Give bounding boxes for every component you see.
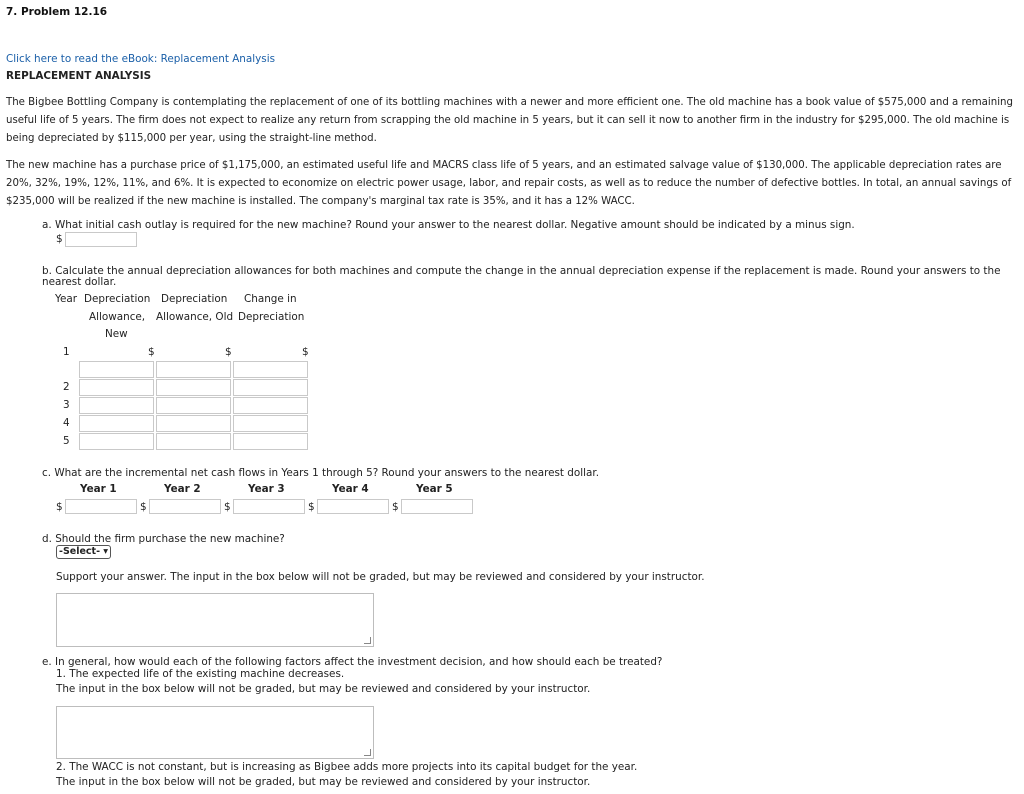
dep-new-year-2-input[interactable] [79, 379, 154, 396]
dep-new-year-3-input[interactable] [79, 397, 154, 414]
cashflow-year-1-input[interactable] [65, 499, 137, 514]
currency-sign: $ [148, 346, 155, 358]
currency-sign: $ [56, 501, 63, 513]
intro-paragraph-2: The new machine has a purchase price of $1,175,000, an estimated useful life and MACRS class life of 5 years, and an estimated salvage value of $130,000. The applicable depreciation rates are 20%, 32%, 19%, 12%, 11%, and 6%. It is expected to economize on electric power usage, labor, and repair costs, as well as to reduce the number of defective bottles. In total, an annual savings of $235,000 will be realized if the new machine is installed. The company's marginal tax rate is 35%, and it has a 12% WACC. [6, 160, 1012, 207]
dep-change-year-5-input[interactable] [233, 433, 308, 450]
ebook-link[interactable]: Click here to read the eBook: Replacement Analysis [6, 53, 276, 65]
cashflow-header-year-2: Year 2 [164, 483, 201, 495]
question-c-prompt: c. What are the incremental net cash flows in Years 1 through 5? Round your answers to the nearest dollar. [42, 467, 600, 479]
col-header-year: Year [55, 293, 77, 305]
question-a-prompt: a. What initial cash outlay is required for the new machine? Round your answer to the nearest dollar. Negative amount should be indicated by a minus sign. [42, 219, 855, 231]
dep-new-year-4-input[interactable] [79, 415, 154, 432]
dep-new-year-5-input[interactable] [79, 433, 154, 450]
cashflow-header-year-5: Year 5 [416, 483, 453, 495]
year-label: 3 [63, 399, 70, 411]
currency-sign: $ [302, 346, 309, 358]
currency-sign: $ [225, 346, 232, 358]
cashflow-header-year-4: Year 4 [332, 483, 369, 495]
dep-change-year-4-input[interactable] [233, 415, 308, 432]
currency-sign: $ [308, 501, 315, 513]
year-label: 5 [63, 435, 70, 447]
dep-old-year-3-input[interactable] [156, 397, 231, 414]
question-e-prompt: e. In general, how would each of the following factors affect the investment decision, and how should each be treated? [42, 656, 663, 668]
year-label: 4 [63, 417, 70, 429]
chevron-down-icon: ▾ [103, 546, 108, 557]
currency-sign: $ [392, 501, 399, 513]
question-e-item-2: 2. The WACC is not constant, but is increasing as Bigbee adds more projects into its capital budget for the year. [56, 761, 638, 773]
col-header-change-2: Depreciation [238, 311, 305, 323]
intro-paragraph-1: The Bigbee Bottling Company is contemplating the replacement of one of its bottling machines with a newer and more efficient one. The old machine has a book value of $575,000 and a remaining useful life of 5 years. The firm does not expect to realize any return from scrapping the old machine in 5 years, but it can sell it now to another firm in the industry for $295,000. The old machine is being depreciated by $115,000 per year, using the straight-line method. [6, 97, 1013, 144]
dep-new-year-1-input[interactable] [79, 361, 154, 378]
select-value: -Select- [59, 546, 101, 557]
question-e-item-1: 1. The expected life of the existing machine decreases. [56, 668, 345, 680]
currency-sign: $ [140, 501, 147, 513]
cashflow-year-5-input[interactable] [401, 499, 473, 514]
resize-grip-icon[interactable] [364, 749, 371, 756]
dep-old-year-2-input[interactable] [156, 379, 231, 396]
section-heading: REPLACEMENT ANALYSIS [6, 70, 152, 82]
initial-outlay-input[interactable] [65, 232, 137, 247]
year-label: 2 [63, 381, 70, 393]
resize-grip-icon[interactable] [364, 637, 371, 644]
question-b-prompt: b. Calculate the annual depreciation allowances for both machines and compute the change in the annual depreciation expense if the replacement is made. Round your answers to the nearest dollar. [42, 265, 1001, 288]
question-d-prompt: d. Should the firm purchase the new machine? [42, 533, 285, 545]
dep-change-year-1-input[interactable] [233, 361, 308, 378]
col-header-old-2: Allowance, Old [156, 311, 234, 323]
cashflow-header-year-1: Year 1 [80, 483, 117, 495]
col-header-change-1: Change in [244, 293, 297, 305]
problem-title: 7. Problem 12.16 [6, 6, 108, 18]
support-answer-textarea[interactable] [56, 593, 374, 647]
cashflow-year-4-input[interactable] [317, 499, 389, 514]
dep-old-year-5-input[interactable] [156, 433, 231, 450]
col-header-old-1: Depreciation [161, 293, 228, 305]
support-instruction: Support your answer. The input in the box below will not be graded, but may be reviewed and considered by your instructor. [56, 571, 705, 583]
year-label: 1 [63, 346, 70, 358]
cashflow-year-2-input[interactable] [149, 499, 221, 514]
dep-old-year-4-input[interactable] [156, 415, 231, 432]
dep-change-year-2-input[interactable] [233, 379, 308, 396]
col-header-new-3: New [105, 328, 128, 340]
question-e-note-1: The input in the box below will not be graded, but may be reviewed and considered by your instructor. [56, 683, 591, 695]
purchase-decision-select[interactable] [56, 545, 111, 559]
factor-1-textarea[interactable] [56, 706, 374, 759]
currency-sign: $ [56, 233, 63, 245]
currency-sign: $ [224, 501, 231, 513]
question-e-note-2: The input in the box below will not be graded, but may be reviewed and considered by your instructor. [56, 776, 591, 788]
dep-change-year-3-input[interactable] [233, 397, 308, 414]
cashflow-header-year-3: Year 3 [248, 483, 285, 495]
col-header-new-2: Allowance, [89, 311, 146, 323]
col-header-new-1: Depreciation [84, 293, 151, 305]
cashflow-year-3-input[interactable] [233, 499, 305, 514]
dep-old-year-1-input[interactable] [156, 361, 231, 378]
